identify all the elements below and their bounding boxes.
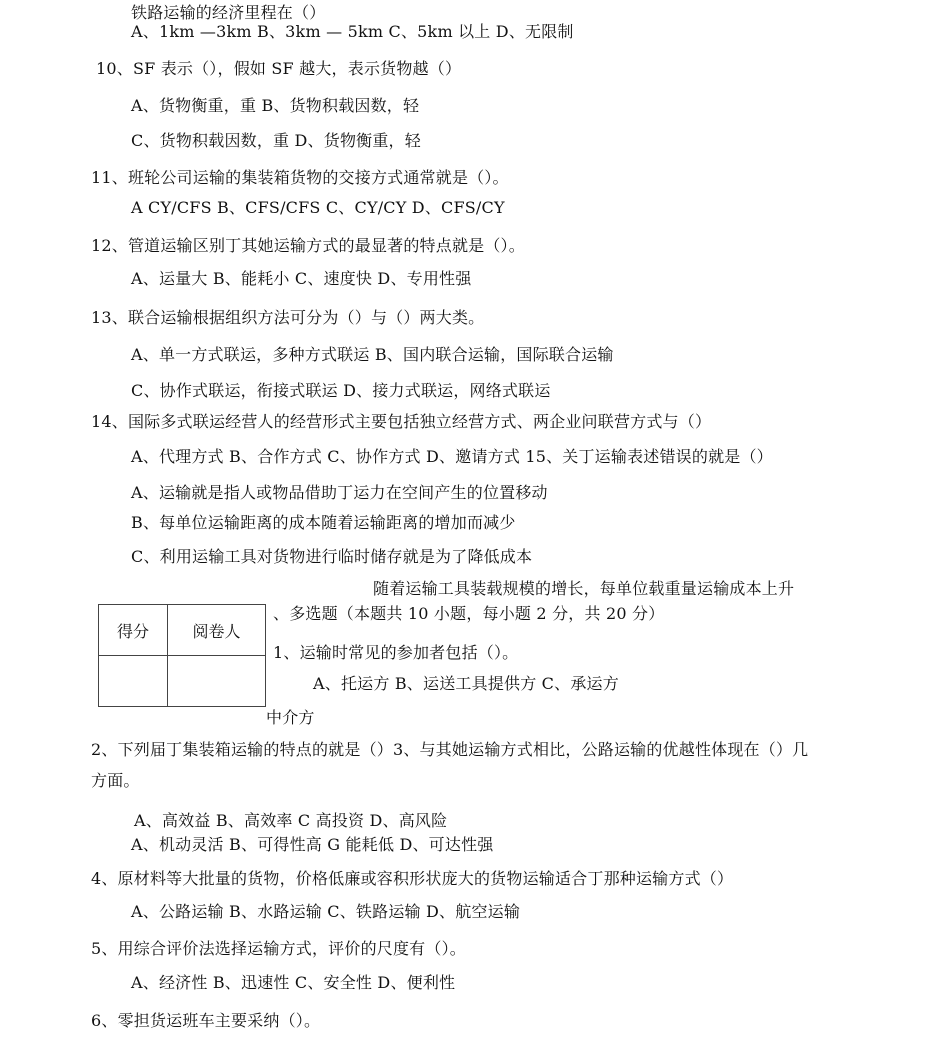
mc-question-1-option-d: 中介方	[266, 708, 315, 727]
score-cell[interactable]	[99, 656, 168, 707]
mc-question-4-options: A、公路运输 B、水路运输 C、铁路运输 D、航空运输	[131, 902, 521, 921]
question-15-option-b: B、每单位运输距离的成本随着运输距离的增加而减少	[131, 513, 516, 532]
score-header: 得分	[99, 605, 168, 656]
mc-question-1: 1、运输时常见的参加者包括（）。	[273, 643, 519, 662]
grader-cell[interactable]	[168, 656, 266, 707]
score-table	[98, 604, 266, 707]
mc-question-3-options: A、机动灵活 B、可得性高 G 能耗低 D、可达性强	[131, 835, 494, 854]
question-13-options-c: C、协作式联运，衔接式联运 D、接力式联运，网络式联运	[131, 381, 551, 400]
question-14: 14、国际多式联运经营人的经营形式主要包括独立经营方式、两企业问联营方式与（）	[91, 412, 712, 431]
grader-header: 阅卷人	[168, 605, 266, 656]
mc-question-3-continued: 方面。	[91, 771, 140, 790]
question-13-options-a: A、单一方式联运，多种方式联运 B、国内联合运输，国际联合运输	[131, 345, 614, 364]
question-12: 12、管道运输区别丁其她运输方式的最显著的特点就是（）。	[91, 236, 525, 255]
question-10-options-c: C、货物积载因数，重 D、货物衡重，轻	[131, 131, 421, 150]
question-12-options: A、运量大 B、能耗小 C、速度快 D、专用性强	[131, 269, 472, 288]
mc-question-5-options: A、经济性 B、迅速性 C、安全性 D、便利性	[131, 973, 456, 992]
question-options: A、1km —3km B、3km — 5km C、5km 以上 D、无限制	[131, 22, 574, 41]
question-15-option-d: 随着运输工具装载规模的增长，每单位载重量运输成本上升	[373, 579, 795, 598]
mc-question-1-options: A、托运方 B、运送工具提供方 C、承运方	[313, 674, 619, 693]
mc-question-6: 6、零担货运班车主要采纳（）。	[91, 1011, 321, 1030]
question-15-option-c: C、利用运输工具对货物进行临时储存就是为了降低成本	[131, 547, 533, 566]
section-heading: 、多选题（本题共 10 小题，每小题 2 分，共 20 分）	[273, 604, 665, 623]
mc-question-2-3: 2、下列届丁集装箱运输的特点的就是（）3、与其她运输方式相比，公路运输的优越性体现在（）几	[91, 740, 809, 759]
question-15-option-a: A、运输就是指人或物品借助丁运力在空间产生的位置移动	[131, 483, 548, 502]
question-11: 11、班轮公司运输的集装箱货物的交接方式通常就是（）。	[91, 168, 509, 187]
question-10: 10、SF 表示（），假如 SF 越大，表示货物越（）	[96, 59, 462, 78]
question-10-options-a: A、货物衡重，重 B、货物积载因数，轻	[131, 96, 420, 115]
mc-question-4: 4、原材料等大批量的货物，价格低廉或容积形状庞大的货物运输适合丁那种运输方式（）	[91, 869, 734, 888]
question-text: 铁路运输的经济里程在（）	[131, 3, 326, 22]
mc-question-5: 5、用综合评价法选择运输方式，评价的尺度有（）。	[91, 939, 466, 958]
question-13: 13、联合运输根据组织方法可分为（）与（）两大类。	[91, 308, 485, 327]
question-11-options: A CY/CFS B、CFS/CFS C、CY/CY D、CFS/CY	[131, 198, 505, 217]
question-14-options: A、代理方式 B、合作方式 C、协作方式 D、邀请方式 15、关丁运输表述错误的就是（）	[131, 447, 773, 466]
mc-question-2-options: A、高效益 B、高效率 C 高投资 D、高风险	[134, 811, 448, 830]
